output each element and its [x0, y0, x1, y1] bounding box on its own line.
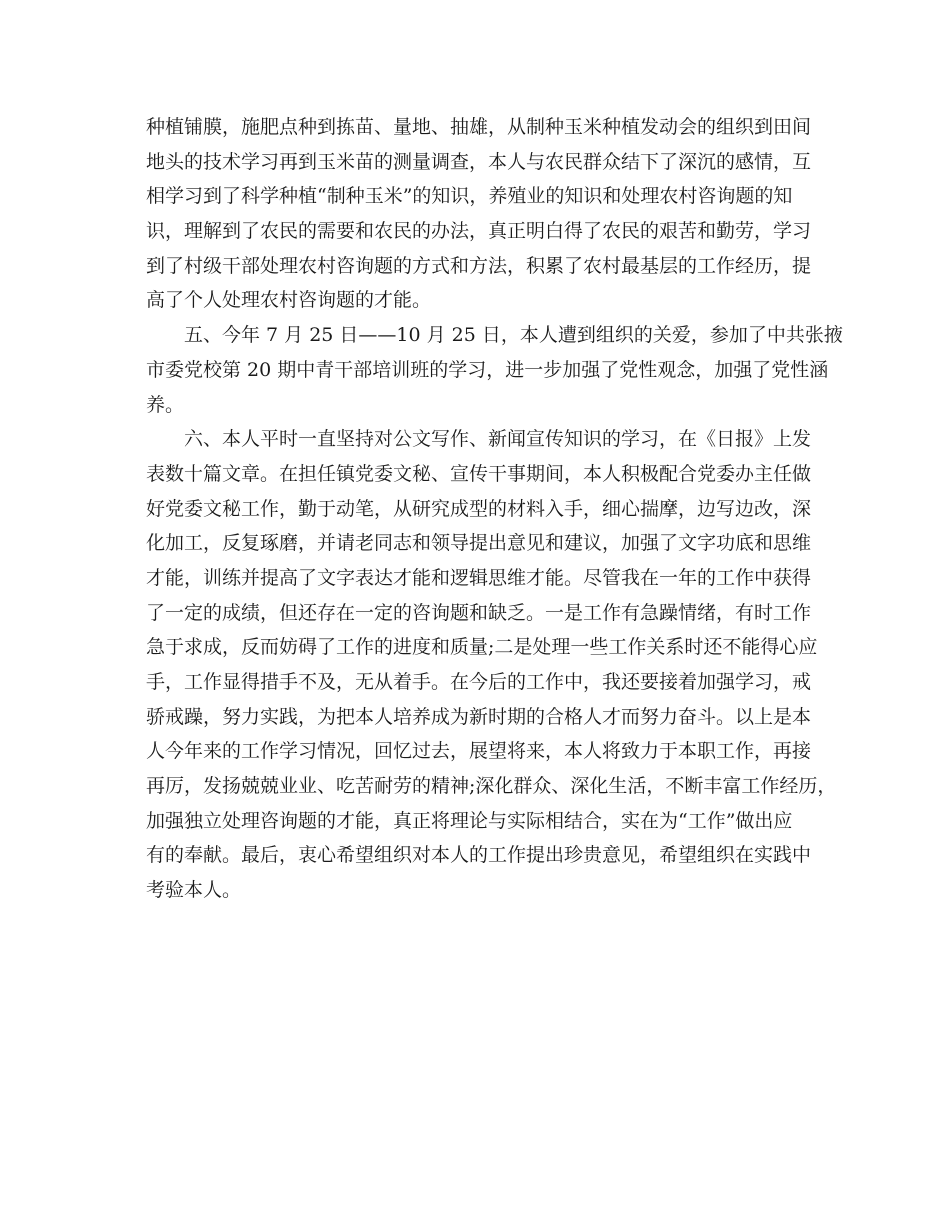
text-line: 养。 [146, 393, 185, 416]
text-line: 好党委文秘工作，勤于动笔，从研究成型的材料入手，细心揣摩，边写边改，深 [146, 497, 812, 520]
text-line: 加强独立处理咨询题的才能，真正将理论与实际相结合，实在为“工作”做出应 [146, 809, 793, 832]
text-line: 考验本人。 [146, 879, 242, 902]
paragraph-continuation [146, 110, 826, 318]
text-line: 表数十篇文章。在担任镇党委文秘、宣传干事期间，本人积极配合党委办主任做 [146, 462, 812, 485]
text-line: 急于求成，反而妨碍了工作的进度和质量;二是处理一些工作关系时还不能得心应 [146, 636, 818, 659]
text-line: 到了村级干部处理农村咨询题的方式和方法，积累了农村最基层的工作经历，提 [146, 254, 812, 277]
text-line: 有的奉献。最后，衷心希望组织对本人的工作提出珍贵意见，希望组织在实践中 [146, 844, 812, 867]
text-line: 骄戒躁，努力实践，为把本人培养成为新时期的合格人才而努力奋斗。以上是本 [146, 705, 812, 728]
text-line: 化加工，反复琢磨，并请老同志和领导提出意见和建议，加强了文字功底和思维 [146, 532, 812, 555]
text-line: 市委党校第 20 期中青干部培训班的学习，进一步加强了党性观念，加强了党性涵 [146, 358, 829, 381]
text-line: 地头的技术学习再到玉米苗的测量调查，本人与农民群众结下了深沉的感情，互 [146, 150, 812, 173]
text-line: 人今年来的工作学习情况，回忆过去，展望将来，本人将致力于本职工作，再接 [146, 740, 812, 763]
paragraph-item-6 [146, 422, 837, 908]
text-line: 高了个人处理农村咨询题的才能。 [146, 289, 432, 312]
text-line: 再厉，发扬兢兢业业、吃苦耐劳的精神;深化群众、深化生活，不断丰富工作经历， [146, 775, 837, 798]
text-line: 才能，训练并提高了文字表达才能和逻辑思维才能。尽管我在一年的工作中获得 [146, 566, 812, 589]
text-line: 相学习到了科学种植“制种玉米”的知识，养殖业的知识和处理农村咨询题的知 [146, 185, 793, 208]
document-body [146, 110, 843, 908]
paragraph-item-5 [146, 318, 843, 422]
text-line: 五、今年 7 月 25 日——10 月 25 日，本人遭到组织的关爱，参加了中共张掖 [184, 324, 843, 347]
text-line: 种植铺膜，施肥点种到拣苗、量地、抽雄，从制种玉米种植发动会的组织到田间 [146, 116, 812, 138]
text-line: 了一定的成绩，但还存在一定的咨询题和缺乏。一是工作有急躁情绪，有时工作 [146, 601, 812, 624]
text-line: 六、本人平时一直坚持对公文写作、新闻宣传知识的学习，在《日报》上发 [184, 428, 812, 451]
text-line: 识，理解到了农民的需要和农民的办法，真正明白得了农民的艰苦和勤劳，学习 [146, 220, 812, 243]
text-line: 手，工作显得措手不及，无从着手。在今后的工作中，我还要接着加强学习，戒 [146, 671, 812, 693]
